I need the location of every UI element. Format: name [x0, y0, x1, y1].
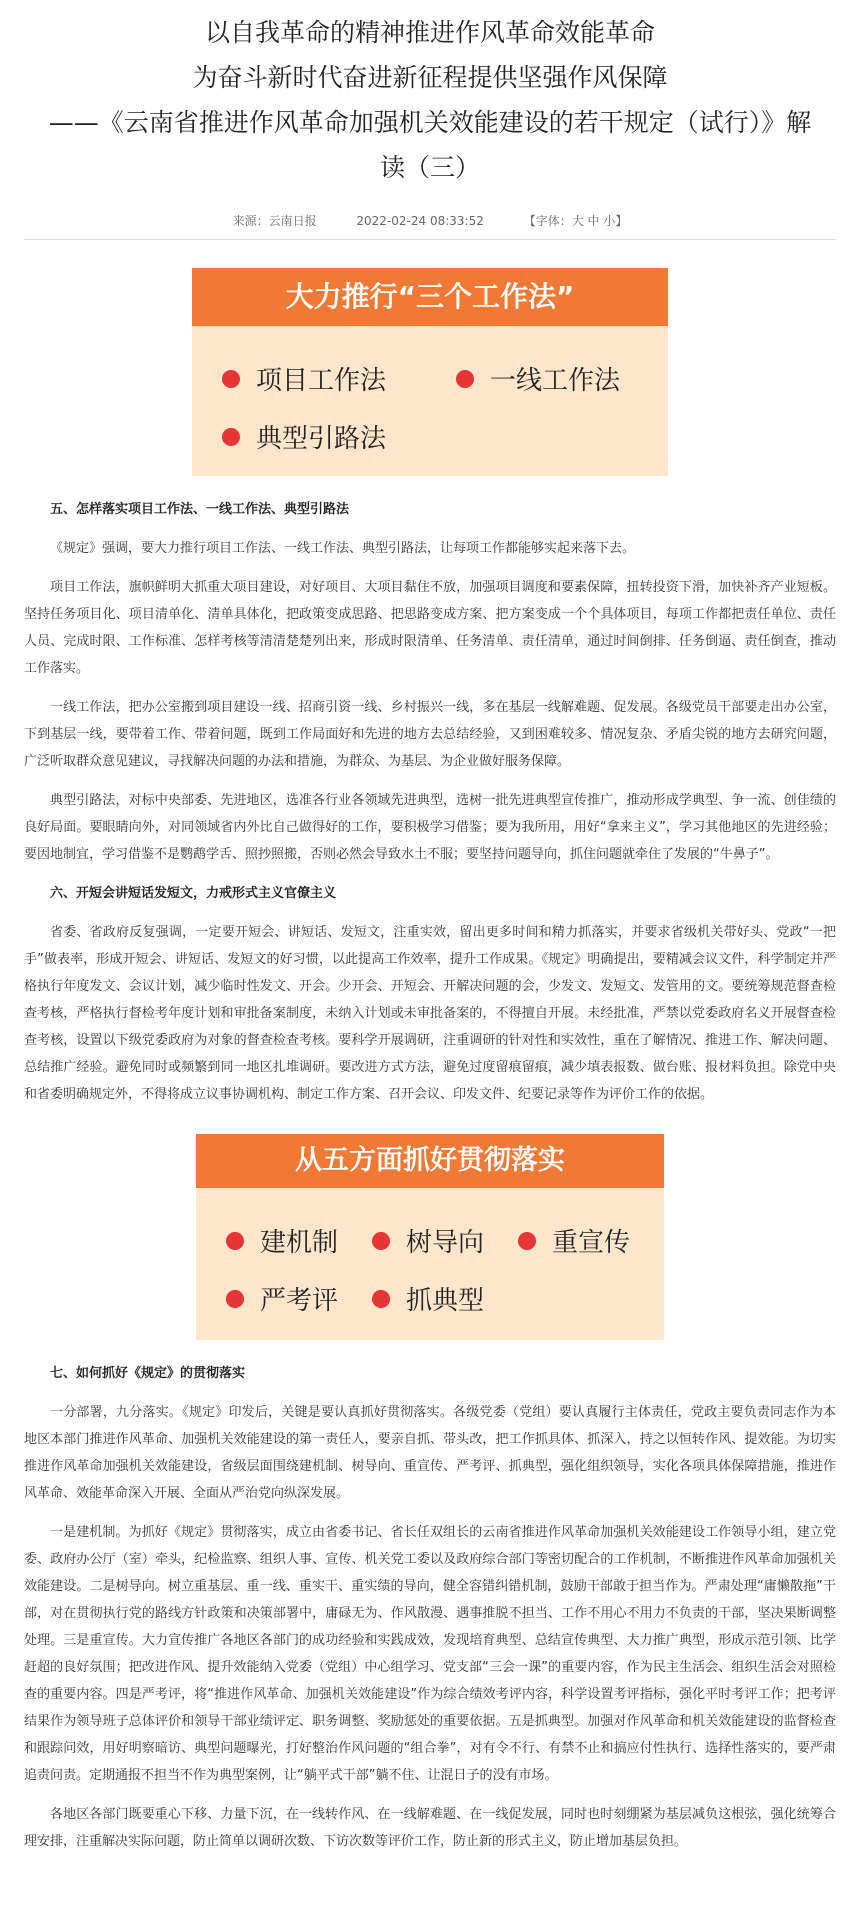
paragraph: 一线工作法，把办公室搬到项目建设一线、招商引资一线、乡村振兴一线，多在基层一线解难题、促发展。各级党员干部要走出办公室，下到基层一线，要带着工作、带着问题，既到工作局面好和先进的地方去总结经验，又到困难较多、情况复杂、矛盾尖锐的地方去研究问题，广泛听取群众意见建议，寻找解决问题的办法和措施，为群众、为基层、为企业做好服务保障。 — [24, 700, 836, 769]
infographic-body — [192, 326, 668, 476]
infographic-header — [196, 1134, 664, 1188]
infographic-five-aspects — [196, 1134, 664, 1340]
publish-date: 2022-02-24 08:33:52 — [356, 214, 484, 228]
bullet-dot-icon — [226, 1232, 244, 1250]
article-meta — [24, 212, 836, 240]
infographic-item-label: 建机制 — [260, 1228, 339, 1258]
infographic-item-label: 抓典型 — [406, 1286, 485, 1316]
infographic-header-text: 大力推行“三个工作法” — [285, 280, 575, 313]
infographic-item — [372, 1222, 484, 1259]
infographic-header — [192, 268, 668, 326]
bullet-dot-icon — [222, 370, 240, 388]
bullet-dot-icon — [456, 370, 474, 388]
infographic-item — [222, 360, 386, 397]
infographic-item-label: 树导向 — [406, 1228, 485, 1258]
paragraph: 典型引路法，对标中央部委、先进地区，选准各行业各领域先进典型，选树一批先进典型宣传推广，推动形成学典型、争一流、创佳绩的良好局面。要眼睛向外，对同领域省内外比自己做得好的工作，要积极学习借鉴；要为我所用，用好“拿来主义”，学习其他地区的先进经验；要因地制宜，学习借鉴不是鹦鹉学舌、照抄照搬，否则必然会导致水土不服；要坚持问题导向，抓住问题就牵住了发展的“牛鼻子”。 — [24, 793, 836, 862]
article-content-1 — [24, 496, 836, 1108]
bullet-dot-icon — [226, 1290, 244, 1308]
bullet-dot-icon — [372, 1290, 390, 1308]
bullet-dot-icon — [518, 1232, 536, 1250]
font-label-end: 】 — [615, 214, 628, 228]
infographic-item — [518, 1222, 630, 1259]
font-label: 【字体： — [523, 214, 572, 228]
font-size-controls — [524, 214, 628, 228]
infographic-item — [226, 1222, 338, 1259]
section-heading-6: 六、开短会讲短话发短文，力戒形式主义官僚主义 — [50, 886, 337, 901]
paragraph: 《规定》强调，要大力推行项目工作法、一线工作法、典型引路法，让每项工作都能够实起来落下去。 — [50, 541, 636, 556]
paragraph: 省委、省政府反复强调，一定要开短会、讲短话、发短文，注重实效，留出更多时间和精力抓落实，并要求省级机关带好头、党政“一把手”做表率，形成开短会、讲短话、发短文的好习惯，以此提高工作效率，提升工作成果。《规定》明确提出，要精减会议文件，科学制定并严格执行年度发文、会议计划，减少临时性发文、开会。少开会、开短会、开解决问题的会，少发文、发短文、发管用的文。要统筹规范督查检查考核，严格执行督检考年度计划和审批备案制度，未纳入计划或未审批备案的，不得擅自开展。未经批准，严禁以党委政府名义开展督查检查考核，设置以下级党委政府为对象的督查检查考核。要科学开展调研，注重调研的针对性和实效性，重在了解情况、推进工作、解决问题、总结推广经验。避免同时或频繁到同一地区扎堆调研。要改进方式方法，避免过度留痕留痕，减少填表报数、做台账、报材料负担。除党中央和省委明确规定外，不得将成立议事协调机构、制定工作方案、召开会议、印发文件、纪要记录等作为评价工作的依据。 — [24, 925, 836, 1102]
font-medium-link[interactable]: 中 — [587, 214, 600, 228]
infographic-item-label: 重宣传 — [552, 1228, 631, 1258]
infographic-item — [456, 360, 620, 397]
title-line-1: 以自我革命的精神推进作风革命效能革命 — [204, 18, 655, 47]
paragraph: 一是建机制。为抓好《规定》贯彻落实，成立由省委书记、省长任双组长的云南省推进作风革命加强机关效能建设工作领导小组，建立党委、政府办公厅（室）牵头，纪检监察、组织人事、宣传、机关党工委以及政府综合部门等密切配合的工作机制，不断推进作风革命加强机关效能建设。二是树导向。树立重基层、重一线、重实干、重实绩的导向，健全容错纠错机制，鼓励干部敢于担当作为。严肃处理“庸懒散拖”干部，对在贯彻执行党的路线方针政策和决策部署中，庸碌无为、作风散漫、遇事推脱不担当、工作不用心不用力不负责的干部，坚决果断调整处理。三是重宣传。大力宣传推广各地区各部门的成功经验和实践成效，发现培育典型、总结宣传典型、大力推广典型，形成示范引领、比学赶超的良好氛围；把改进作风、提升效能纳入党委（党组）中心组学习、党支部“三会一课”的重要内容，作为民主生活会、组织生活会对照检查的重要内容。四是严考评，将“推进作风革命、加强机关效能建设”作为综合绩效考评内容，科学设置考评指标，强化平时考评工作；把考评结果作为领导班子总体评价和领导干部业绩评定、职务调整、奖励惩处的重要依据。五是抓典型。加强对作风革命和机关效能建设的监督检查和跟踪问效，用好明察暗访、典型问题曝光，打好整治作风问题的“组合拳”，对有令不行、有禁不止和搞应付性执行、选择性落实的，要严肃追责问责。定期通报不担当不作为典型案例，让“躺平式干部”躺不住、让混日子的没有市场。 — [24, 1525, 836, 1783]
infographic-body — [196, 1188, 664, 1340]
infographic-three-methods — [192, 268, 668, 476]
infographic-item-label: 一线工作法 — [490, 366, 621, 396]
section-heading-5: 五、怎样落实项目工作法、一线工作法、典型引路法 — [50, 502, 350, 517]
article-content-2 — [24, 1360, 836, 1855]
source-label: 来源：云南日报 — [232, 214, 317, 228]
font-small-link[interactable]: 小 — [603, 214, 616, 228]
font-large-link[interactable]: 大 — [571, 214, 584, 228]
title-line-4: 读（三） — [379, 153, 480, 182]
bullet-dot-icon — [222, 428, 240, 446]
infographic-item — [222, 418, 386, 455]
paragraph: 一分部署，九分落实。《规定》印发后，关键是要认真抓好贯彻落实。各级党委（党组）要认真履行主体责任，党政主要负责同志作为本地区本部门推进作风革命、加强机关效能建设的第一责任人，要亲自抓、带头改，把工作抓具体、抓深入，持之以恒转作风、提效能。为切实推进作风革命加强机关效能建设，省级层面围绕建机制、树导向、重宣传、严考评、抓典型，强化组织领导，实化各项具体保障措施，推进作风革命、效能革命深入开展、全面从严治党向纵深发展。 — [24, 1405, 836, 1501]
infographic-header-text: 从五方面抓好贯彻落实 — [295, 1145, 565, 1176]
infographic-item-label: 严考评 — [260, 1286, 339, 1316]
infographic-item — [226, 1280, 338, 1317]
title-line-3: ——《云南省推进作风革命加强机关效能建设的若干规定（试行）》解 — [48, 108, 812, 137]
article-title — [20, 0, 840, 190]
paragraph: 项目工作法，旗帜鲜明大抓重大项目建设，对好项目、大项目黏住不放，加强项目调度和要素保障，扭转投资下滑，加快补齐产业短板。坚持任务项目化、项目清单化、清单具体化，把政策变成思路、把思路变成方案、把方案变成一个个具体项目，每项工作都把责任单位、责任人员、完成时限、工作标准、怎样考核等清清楚楚列出来，形成时限清单、任务清单、责任清单，通过时间倒排、任务倒逼、责任倒查，推动工作落实。 — [24, 580, 836, 676]
infographic-item — [372, 1280, 484, 1317]
section-heading-7: 七、如何抓好《规定》的贯彻落实 — [50, 1366, 246, 1381]
bullet-dot-icon — [372, 1232, 390, 1250]
infographic-item-label: 项目工作法 — [256, 366, 387, 396]
title-line-2: 为奋斗新时代奋进新征程提供坚强作风保障 — [192, 63, 668, 92]
paragraph: 各地区各部门既要重心下移、力量下沉，在一线转作风、在一线解难题、在一线促发展，同时也时刻绷紧为基层减负这根弦，强化统筹合理安排，注重解决实际问题，防止简单以调研次数、下访次数等评价工作，防止新的形式主义，防止增加基层负担。 — [24, 1807, 836, 1849]
infographic-item-label: 典型引路法 — [256, 424, 387, 454]
